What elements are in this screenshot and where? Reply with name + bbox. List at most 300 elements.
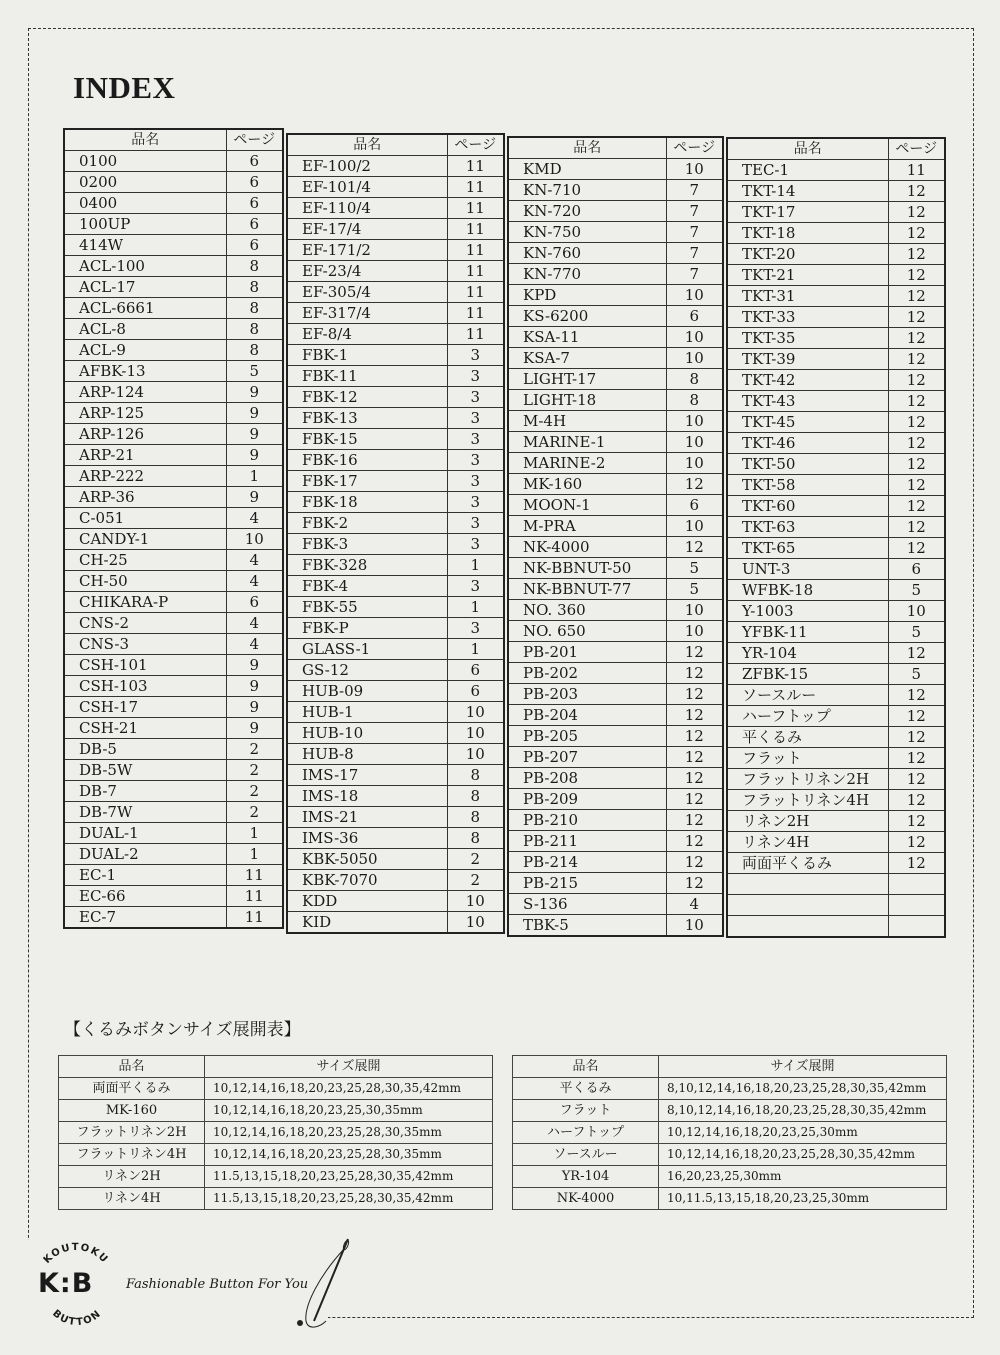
item-name: ZFBK-15 [727,664,888,685]
item-name: FBK-15 [287,429,447,450]
item-name: ACL-6661 [64,298,226,319]
size-item-name: ハーフトップ [513,1122,659,1144]
item-page: 10 [666,516,723,537]
size-item-name: YR-104 [513,1166,659,1188]
item-page: 10 [666,348,723,369]
item-page: 10 [447,912,504,934]
item-name: ハーフトップ [727,706,888,727]
item-name: HUB-8 [287,744,447,765]
size-item-range: 10,12,14,16,18,20,23,25,30,35mm [205,1100,493,1122]
table-row [64,256,283,277]
item-name: FBK-13 [287,408,447,429]
item-name: EC-1 [64,865,226,886]
table-row [287,429,504,450]
item-page: 9 [226,424,283,445]
size-header-name: 品名 [513,1056,659,1078]
item-name: FBK-16 [287,450,447,471]
item-name: KBK-7070 [287,870,447,891]
item-name: C-051 [64,508,226,529]
table-row [64,235,283,256]
item-name: KN-720 [508,201,666,222]
table-row [508,474,723,495]
table-row [508,180,723,201]
table-row [727,517,945,538]
item-name: 0400 [64,193,226,214]
item-page: 1 [226,466,283,487]
item-name: NK-4000 [508,537,666,558]
table-row [508,810,723,831]
item-page: 12 [888,706,945,727]
table-row [727,496,945,517]
svg-text:KOUTOKU [42,1242,111,1266]
size-item-range: 8,10,12,14,16,18,20,23,25,28,30,35,42mm [659,1100,947,1122]
table-row [64,529,283,550]
item-name: TKT-65 [727,538,888,559]
table-row [727,832,945,853]
size-header-name: 品名 [59,1056,205,1078]
item-name: FBK-328 [287,555,447,576]
size-header-sizes: サイズ展開 [205,1056,493,1078]
table-row [287,702,504,723]
table-row [287,471,504,492]
item-page: 12 [888,517,945,538]
table-row [727,328,945,349]
table-row [508,642,723,663]
logo-mark: K:B [38,1268,94,1299]
table-row [508,663,723,684]
item-page: 2 [447,849,504,870]
table-row [508,558,723,579]
item-name: HUB-09 [287,681,447,702]
item-page [888,916,945,938]
table-row [508,390,723,411]
item-name: DB-7 [64,781,226,802]
table-row [287,513,504,534]
item-page: 11 [447,177,504,198]
item-page: 12 [666,768,723,789]
item-page: 12 [888,853,945,874]
table-row [64,655,283,676]
table-row [727,370,945,391]
table-row [508,516,723,537]
table-row [727,202,945,223]
table-row [513,1166,947,1188]
table-row [287,534,504,555]
item-name: ARP-21 [64,445,226,466]
item-page: 5 [888,580,945,601]
col-header-name: 品名 [287,134,447,156]
item-page: 12 [666,474,723,495]
item-name: Y-1003 [727,601,888,622]
table-row [59,1166,493,1188]
table-row [727,748,945,769]
item-name: FBK-11 [287,366,447,387]
item-name: TKT-50 [727,454,888,475]
item-name: TKT-31 [727,286,888,307]
item-name: FBK-17 [287,471,447,492]
item-page: 8 [226,298,283,319]
item-page: 11 [447,198,504,219]
item-page: 4 [226,613,283,634]
item-name: EF-17/4 [287,219,447,240]
table-row [287,345,504,366]
item-page: 10 [666,600,723,621]
item-page: 5 [888,664,945,685]
item-name: TKT-43 [727,391,888,412]
item-name: DUAL-2 [64,844,226,865]
item-page: 12 [888,748,945,769]
item-page: 12 [888,328,945,349]
item-name: FBK-1 [287,345,447,366]
item-page: 6 [226,214,283,235]
table-row [287,618,504,639]
item-page: 12 [888,454,945,475]
table-row [287,576,504,597]
item-page: 9 [226,676,283,697]
item-name: EF-8/4 [287,324,447,345]
item-page: 1 [226,844,283,865]
table-row [287,891,504,912]
table-row [727,244,945,265]
table-row [64,361,283,382]
table-row [287,177,504,198]
item-page: 1 [447,555,504,576]
index-table-2 [286,133,505,934]
item-name: TKT-58 [727,475,888,496]
table-row [727,769,945,790]
table-row [64,781,283,802]
item-page: 10 [447,723,504,744]
item-page: 12 [888,223,945,244]
item-page: 3 [447,408,504,429]
table-row [508,621,723,642]
table-row [727,916,945,938]
item-name: リネン4H [727,832,888,853]
item-page: 12 [888,265,945,286]
item-name: CSH-21 [64,718,226,739]
size-item-name: フラット [513,1100,659,1122]
table-row [508,432,723,453]
item-name: リネン2H [727,811,888,832]
table-row [64,382,283,403]
table-row [727,601,945,622]
item-page: 8 [447,786,504,807]
table-row [508,894,723,915]
table-row [513,1122,947,1144]
table-row [508,579,723,600]
table-row [64,886,283,907]
table-row [287,261,504,282]
item-name: フラット [727,748,888,769]
item-page: 2 [226,739,283,760]
item-name: PB-205 [508,726,666,747]
item-page: 3 [447,576,504,597]
table-row [727,580,945,601]
page-title: INDEX [73,70,176,105]
table-row [64,508,283,529]
table-row [287,324,504,345]
item-name: PB-202 [508,663,666,684]
table-row [59,1100,493,1122]
size-item-range: 11.5,13,15,18,20,23,25,28,30,35,42mm [205,1166,493,1188]
item-name: CANDY-1 [64,529,226,550]
table-row [64,151,283,172]
table-row [64,424,283,445]
item-page: 12 [888,349,945,370]
item-name: EF-110/4 [287,198,447,219]
table-row [513,1100,947,1122]
size-table-1 [58,1055,493,1210]
item-name: TKT-42 [727,370,888,391]
table-row [287,408,504,429]
size-item-name: 平くるみ [513,1078,659,1100]
item-page: 12 [888,769,945,790]
table-row [727,286,945,307]
table-row [287,303,504,324]
item-name: EF-317/4 [287,303,447,324]
table-row [64,445,283,466]
table-row [287,219,504,240]
item-page: 1 [447,639,504,660]
table-row [727,685,945,706]
item-page: 12 [666,663,723,684]
table-row [508,222,723,243]
table-row [64,319,283,340]
item-page: 3 [447,513,504,534]
item-name: ARP-222 [64,466,226,487]
col-header-page: ページ [888,138,945,160]
item-name: PB-204 [508,705,666,726]
item-page: 8 [226,340,283,361]
item-name: EF-305/4 [287,282,447,303]
table-row [64,487,283,508]
table-row [287,681,504,702]
table-row [513,1144,947,1166]
item-name: ACL-100 [64,256,226,277]
item-name: M-4H [508,411,666,432]
table-row [287,555,504,576]
table-row [513,1188,947,1210]
col-header-page: ページ [226,129,283,151]
item-name: MARINE-1 [508,432,666,453]
item-page: 12 [888,433,945,454]
item-name: MARINE-2 [508,453,666,474]
item-page: 8 [666,369,723,390]
item-page: 4 [226,508,283,529]
table-row [287,807,504,828]
size-item-range: 10,11.5,13,15,18,20,23,25,30mm [659,1188,947,1210]
item-name: TKT-20 [727,244,888,265]
item-name: CSH-101 [64,655,226,676]
item-name: PB-215 [508,873,666,894]
item-page: 8 [666,390,723,411]
table-row [64,634,283,655]
item-name: PB-207 [508,747,666,768]
item-name: TKT-39 [727,349,888,370]
item-page: 11 [447,240,504,261]
item-page: 12 [888,370,945,391]
item-page: 11 [226,865,283,886]
item-page: 12 [666,726,723,747]
table-row [508,852,723,873]
item-page: 11 [447,156,504,177]
table-row [64,172,283,193]
size-item-range: 10,12,14,16,18,20,23,25,28,30,35,42mm [205,1078,493,1100]
item-page: 10 [666,621,723,642]
item-name: KSA-7 [508,348,666,369]
item-name: ARP-125 [64,403,226,424]
table-row [513,1078,947,1100]
item-page: 10 [447,702,504,723]
table-row [59,1144,493,1166]
col-header-name: 品名 [727,138,888,160]
table-row [64,823,283,844]
item-page: 2 [447,870,504,891]
item-name: NO. 360 [508,600,666,621]
table-row [64,760,283,781]
item-page: 3 [447,387,504,408]
item-page: 3 [447,366,504,387]
item-page: 11 [888,160,945,181]
item-page: 6 [226,193,283,214]
table-row [64,277,283,298]
item-page: 12 [888,181,945,202]
table-row [287,366,504,387]
item-name: 100UP [64,214,226,235]
logo-ring-bottom-text: BUTTON [50,1308,104,1326]
item-name: CNS-3 [64,634,226,655]
col-header-page: ページ [666,137,723,159]
table-row [727,307,945,328]
item-name: UNT-3 [727,559,888,580]
table-row [64,571,283,592]
item-page: 12 [888,307,945,328]
table-row [64,844,283,865]
item-page: 12 [666,852,723,873]
item-name: EF-23/4 [287,261,447,282]
item-name: NK-BBNUT-50 [508,558,666,579]
item-name: KPD [508,285,666,306]
item-page: 12 [666,789,723,810]
item-name: フラットリネン2H [727,769,888,790]
table-row [727,706,945,727]
size-item-name: フラットリネン4H [59,1144,205,1166]
table-row [287,156,504,177]
col-header-name: 品名 [64,129,226,151]
table-row [287,723,504,744]
item-name: TKT-33 [727,307,888,328]
item-page: 12 [888,475,945,496]
item-name: KDD [287,891,447,912]
item-page: 10 [666,915,723,937]
item-name: KN-760 [508,243,666,264]
item-page: 8 [226,319,283,340]
item-name: MK-160 [508,474,666,495]
item-name: NK-BBNUT-77 [508,579,666,600]
size-section-title: 【くるみボタンサイズ展開表】 [64,1020,301,1040]
item-name: ARP-36 [64,487,226,508]
item-name: TKT-63 [727,517,888,538]
item-page: 12 [888,202,945,223]
item-page: 12 [888,832,945,853]
item-name: CSH-17 [64,697,226,718]
table-row [287,744,504,765]
table-row [287,828,504,849]
item-name [727,916,888,938]
item-name: HUB-1 [287,702,447,723]
item-name: ARP-126 [64,424,226,445]
item-name: DB-7W [64,802,226,823]
table-row [727,433,945,454]
item-page: 9 [226,403,283,424]
item-page: 12 [666,831,723,852]
item-name: TKT-18 [727,223,888,244]
size-item-name: リネン2H [59,1166,205,1188]
table-row [64,676,283,697]
table-row [508,285,723,306]
item-name [727,874,888,895]
table-row [64,214,283,235]
item-page: 12 [888,496,945,517]
item-name: TKT-46 [727,433,888,454]
item-page: 7 [666,222,723,243]
item-page: 10 [666,432,723,453]
size-item-range: 10,12,14,16,18,20,23,25,30mm [659,1122,947,1144]
table-row [508,747,723,768]
item-page: 8 [226,277,283,298]
table-row [287,198,504,219]
size-item-name: MK-160 [59,1100,205,1122]
item-page: 12 [888,685,945,706]
table-row [508,159,723,180]
item-page: 4 [226,571,283,592]
item-name: GLASS-1 [287,639,447,660]
item-page: 9 [226,655,283,676]
item-page: 3 [447,618,504,639]
item-page: 4 [666,894,723,915]
item-name: 両面平くるみ [727,853,888,874]
item-page: 2 [226,802,283,823]
item-page: 3 [447,471,504,492]
item-name: フラットリネン4H [727,790,888,811]
item-page: 12 [888,391,945,412]
item-name: FBK-12 [287,387,447,408]
item-name: CH-50 [64,571,226,592]
item-name: PB-208 [508,768,666,789]
item-page: 11 [447,303,504,324]
item-name: EF-101/4 [287,177,447,198]
table-row [727,349,945,370]
item-page: 12 [888,538,945,559]
item-name: KS-6200 [508,306,666,327]
item-page: 3 [447,345,504,366]
item-page: 8 [447,828,504,849]
item-name: CHIKARA-P [64,592,226,613]
item-name: FBK-P [287,618,447,639]
item-page: 6 [226,592,283,613]
item-name [727,895,888,916]
table-row [508,684,723,705]
item-name: EC-7 [64,907,226,929]
item-page: 1 [447,597,504,618]
item-page: 6 [666,306,723,327]
item-page: 10 [888,601,945,622]
item-page: 6 [226,151,283,172]
item-page: 12 [888,811,945,832]
item-page: 1 [226,823,283,844]
size-item-range: 8,10,12,14,16,18,20,23,25,28,30,35,42mm [659,1078,947,1100]
item-name: KSA-11 [508,327,666,348]
